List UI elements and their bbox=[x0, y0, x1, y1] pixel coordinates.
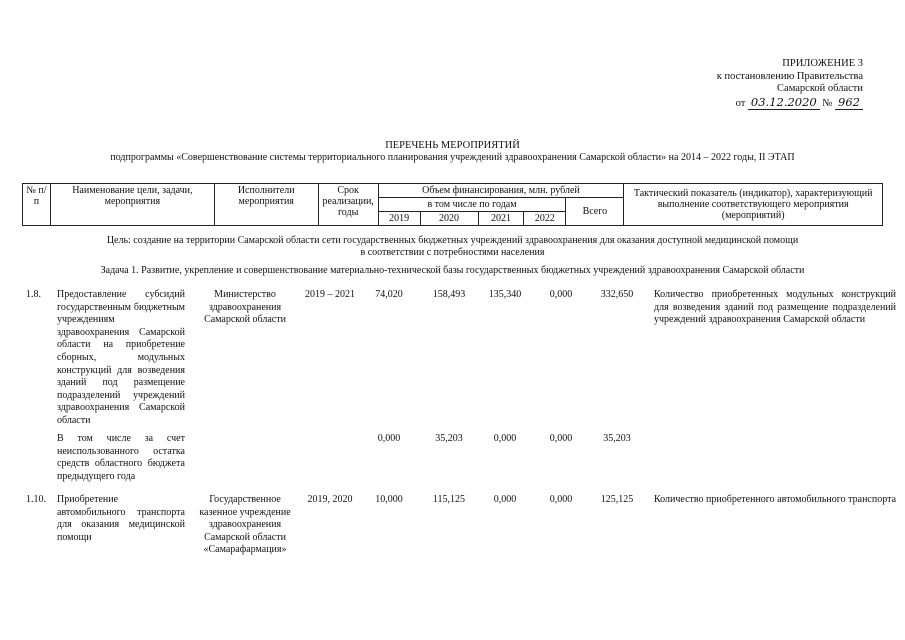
row-value-2021: 0,000 bbox=[493, 433, 517, 444]
goal-text bbox=[0, 235, 905, 259]
row-value-2022: 0,000 bbox=[549, 433, 573, 444]
row-term: 2019, 2020 bbox=[307, 494, 353, 505]
header-term: Срок реализации, годы bbox=[318, 184, 378, 226]
row-value-2022: 0,000 bbox=[549, 289, 573, 300]
row-executor: Министерство здравоохранения Самарской области bbox=[204, 289, 286, 326]
row-num: 1.8. bbox=[26, 289, 41, 300]
header-year-2020: 2020 bbox=[420, 212, 478, 226]
header-year-2019: 2019 bbox=[378, 212, 420, 226]
header-funding: Объем финансирования, млн. рублей bbox=[378, 184, 624, 198]
header-by-years: в том числе по годам bbox=[378, 198, 566, 212]
header-indicator: Тактический показатель (индикатор), характеризующий выполнение соответствующего мероприятия (мероприятий) bbox=[624, 184, 883, 226]
document-subtitle: подпрограммы «Совершенствование системы территориального планирования учреждений здравоохранения Самарской области» на 2014 – 2022 годы, II ЭТАП bbox=[110, 152, 795, 163]
appendix-date-line bbox=[663, 96, 863, 111]
appendix-title: ПРИЛОЖЕНИЕ 3 bbox=[782, 58, 863, 69]
row-indicator: Количество приобретенных модульных конструкций для возведения зданий под размещение подразделений учреждений здравоохранения Самарской области bbox=[654, 289, 896, 326]
table-header bbox=[22, 183, 883, 226]
row-indicator: Количество приобретенного автомобильного транспорта bbox=[654, 494, 897, 505]
header-year-2021: 2021 bbox=[478, 212, 524, 226]
row-value-2021: 0,000 bbox=[493, 494, 517, 505]
row-value-2020: 158,493 bbox=[432, 289, 466, 300]
appendix-line-2: Самарской области bbox=[777, 83, 863, 94]
appendix-block bbox=[663, 58, 863, 110]
number-prefix: № bbox=[822, 97, 833, 109]
document-title: ПЕРЕЧЕНЬ МЕРОПРИЯТИЙ bbox=[385, 140, 520, 151]
row-name: Приобретение автомобильного транспорта для оказания медицинской помощи bbox=[57, 494, 185, 543]
row-total: 125,125 bbox=[600, 494, 634, 505]
row-name: В том числе за счет неиспользованного остатка средств областного бюджета предыдущего года bbox=[57, 433, 185, 482]
row-executor: Государственное казенное учреждение здравоохранения Самарской области «Самарафармация» bbox=[199, 494, 291, 556]
number-value: 962 bbox=[835, 95, 863, 110]
row-name: Предоставление субсидий государственным бюджетным учреждениям здравоохранения Самарской области на приобретение сборных, модульных конструкций для возведения зданий под размещение подразделений учреждений здравоохранения Самарской области bbox=[57, 289, 185, 426]
row-total: 332,650 bbox=[600, 289, 634, 300]
goal-line-1: Цель: создание на территории Самарской области сети государственных бюджетных учреждений здравоохранения для оказания доступной медицинской помощи bbox=[106, 235, 799, 246]
date-value: 03.12.2020 bbox=[748, 95, 820, 110]
date-prefix: от bbox=[735, 97, 746, 109]
appendix-line-1: к постановлению Правительства bbox=[716, 70, 863, 82]
row-total: 35,203 bbox=[603, 433, 631, 444]
header-executors: Исполнители мероприятия bbox=[214, 184, 318, 226]
task-text: Задача 1. Развитие, укрепление и совершенствование материально-технической базы государственных бюджетных учреждений здравоохранения Самарской области bbox=[100, 265, 805, 276]
header-year-2022: 2022 bbox=[524, 212, 566, 226]
row-num: 1.10. bbox=[26, 494, 46, 505]
header-total: Всего bbox=[566, 198, 624, 226]
goal-line-2: в соответствии с потребностями населения bbox=[360, 247, 545, 258]
header-name: Наименование цели, задачи, мероприятия bbox=[50, 184, 214, 226]
row-value-2019: 74,020 bbox=[375, 289, 403, 300]
row-value-2021: 135,340 bbox=[488, 289, 522, 300]
row-value-2019: 10,000 bbox=[375, 494, 403, 505]
row-value-2020: 115,125 bbox=[432, 494, 466, 505]
row-value-2019: 0,000 bbox=[377, 433, 401, 444]
row-term: 2019 – 2021 bbox=[305, 289, 355, 300]
row-value-2020: 35,203 bbox=[435, 433, 463, 444]
row-value-2022: 0,000 bbox=[549, 494, 573, 505]
header-num: № п/п bbox=[23, 184, 51, 226]
